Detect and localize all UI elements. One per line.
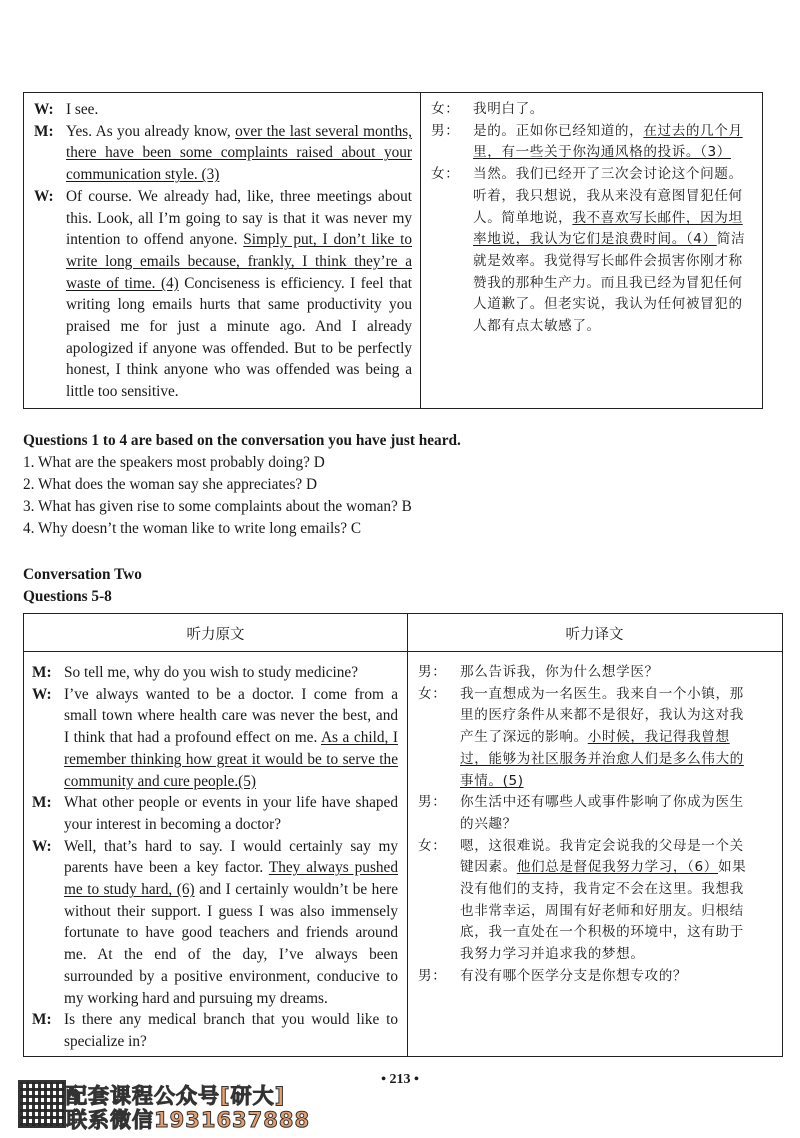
question-item: 4. Why doesn’t the woman like to write long emails? C: [23, 520, 362, 537]
dialogue-turn: [429, 121, 751, 164]
dialogue-text: I see.: [66, 101, 99, 118]
speaker-label: 男：: [418, 794, 447, 811]
dialogue-text: 有没有哪个医学分支是你想专攻的？: [460, 967, 688, 984]
dialogue-turn: [32, 99, 412, 121]
speaker-label: W:: [34, 187, 54, 205]
speaker-label: M:: [34, 122, 54, 140]
chinese-translation-column: [429, 99, 751, 338]
dialogue-text: Conciseness is efficiency. I feel that writing long emails hurts that same productivity you praised me for just a minute ago. And I already apologized if anyone was offended. But to be perfectly honest, I think anyone who was offended was being a little too sensitive.: [66, 274, 412, 401]
header-original: 听力原文: [186, 627, 245, 643]
answer-highlight: 他们总是督促我努力学习，（6）: [516, 859, 718, 876]
watermark-line-2: 联系微信1931637888: [66, 1108, 311, 1132]
dialogue-text: Of course. We already had, like, three meetings about this. Look, all I’m going to say is that it was never my intention to offend anyone.: [66, 187, 412, 249]
answer-highlight: over the last several months, there have been some complaints raised about your communication style. (3): [66, 122, 412, 184]
dialogue-turn: [32, 186, 412, 403]
speaker-label: 女：: [431, 166, 460, 183]
english-transcript-column: [32, 99, 412, 403]
speaker-label: 女：: [431, 101, 460, 117]
speaker-label: 女：: [418, 837, 447, 854]
dialogue-turn: [429, 99, 751, 121]
page-number: • 213 •: [381, 1072, 419, 1087]
header-translation: 听力译文: [565, 627, 624, 643]
dialogue-text: What other people or events in your life have shaped your interest in becoming a doctor?: [64, 794, 398, 833]
speaker-label: 女：: [418, 685, 447, 702]
dialogue-text: and I certainly wouldn’t be here without their support. I guess I was also immensely fortunate to have good teachers and friends around me. At the end of the day, I’ve always been surrounded by a positive environment, conducive to my working hard and pursuing my dreams.: [64, 881, 399, 1007]
dialogue-turn: [30, 662, 398, 684]
dialogue-turn: [30, 684, 398, 793]
dialogue-text: I’ve always wanted to be a doctor. I come from a small town where health care was never the best, and I think that had a profound effect on me.: [64, 685, 398, 747]
dialogue-text: 如果没有他们的支持，我肯定不会在这里。我想我也非常幸运，周围有好老师和好朋友。归根结底，我一直处在一个积极的环境中，这有助于我努力学习并追求我的梦想。: [460, 859, 747, 963]
dialogue-text: So tell me, why do you wish to study medicine?: [64, 664, 359, 681]
dialogue-text: Is there any medical branch that you would like to specialize in?: [64, 1011, 398, 1050]
dialogue-text: 是的。正如你已经知道的，: [473, 122, 644, 139]
speaker-label: M:: [32, 664, 52, 681]
conversation-subtitle: Questions 5-8: [23, 588, 112, 605]
answer-highlight: 小时候，我记得我曾想过，能够为社区服务并治愈人们是多么伟大的事情。(5): [460, 729, 744, 789]
dialogue-text: 我明白了。: [473, 101, 544, 117]
question-item: 2. What does the woman say she appreciates? D: [23, 476, 318, 493]
answer-highlight: Simply put, I don’t like to write long emails because, frankly, I think they’re a waste of time. (4): [66, 231, 412, 292]
conversation-title: Conversation Two: [23, 566, 142, 583]
dialogue-text: 简洁就是效率。我觉得写长邮件会损害你刚才称赞我的那种生产力。而且我已经为冒犯任何人道歉了。但老实说，我认为任何被冒犯的人都有点太敏感了。: [473, 231, 746, 335]
answer-highlight: 在过去的几个月里，有一些关于你沟通风格的投诉。（3）: [473, 122, 743, 161]
dialogue-turn: [32, 121, 412, 186]
question-item: 3. What has given rise to some complaints about the woman? B: [23, 498, 412, 515]
conversation-heading: [23, 564, 142, 608]
speaker-label: W:: [32, 685, 52, 703]
dialogue-turn: [416, 792, 756, 835]
watermark-line-1: 配套课程公众号[研大]: [66, 1084, 286, 1108]
chinese-translation-column: [416, 662, 756, 988]
answer-highlight: As a child, I remember thinking how great it would be to serve the community and cure people.(5): [64, 729, 398, 790]
dialogue-text: 嗯，这很难说。我肯定会说我的父母是一个关键因素。: [460, 837, 744, 876]
dialogue-turn: [416, 836, 756, 966]
dialogue-turn: [30, 836, 398, 1010]
column-divider: [420, 93, 421, 408]
speaker-label: 男：: [431, 122, 460, 139]
qr-code: [18, 1080, 66, 1128]
dialogue-text: 那么告诉我，你为什么想学医？: [460, 664, 659, 680]
question-item: 1. What are the speakers most probably doing? D: [23, 454, 325, 471]
speaker-label: M:: [32, 1011, 52, 1029]
answer-highlight: They always pushed me to study hard, (6): [64, 859, 398, 899]
transcript-table-1: [23, 92, 763, 409]
dialogue-turn: [416, 684, 756, 793]
dialogue-text: Well, that’s hard to say. I would certainly say my parents have been a key factor.: [64, 837, 398, 877]
transcript-table-2: [23, 613, 783, 1057]
speaker-label: M:: [32, 794, 52, 812]
english-transcript-column: [30, 662, 398, 1053]
dialogue-text: 你生活中还有哪些人或事件影响了你成为医生的兴趣？: [460, 794, 744, 832]
questions-heading: Questions 1 to 4 are based on the conversation you have just heard.: [23, 432, 461, 449]
dialogue-turn: [30, 1009, 398, 1052]
answer-highlight: 我不喜欢写长邮件，因为坦率地说，我认为它们是浪费时间。（4）: [473, 209, 743, 248]
speaker-label: W:: [32, 837, 52, 855]
questions-block: [23, 430, 461, 540]
speaker-label: W:: [34, 101, 54, 118]
dialogue-turn: [416, 662, 756, 684]
speaker-label: 男：: [418, 967, 447, 984]
dialogue-turn: [416, 966, 756, 988]
dialogue-text: Yes. As you already know,: [66, 122, 236, 140]
dialogue-turn: [30, 792, 398, 835]
header-divider: [24, 651, 782, 652]
dialogue-turn: [429, 164, 751, 338]
speaker-label: 男：: [418, 664, 447, 680]
dialogue-text: 我一直想成为一名医生。我来自一个小镇，那里的医疗条件从来都不是很好，我认为这对我产生了深远的影响。: [460, 685, 744, 746]
dialogue-text: 当然。我们已经开了三次会讨论这个问题。听着，我只想说，我从来没有意图冒犯任何人。简单地说，: [473, 166, 743, 226]
column-divider: [407, 614, 408, 1056]
